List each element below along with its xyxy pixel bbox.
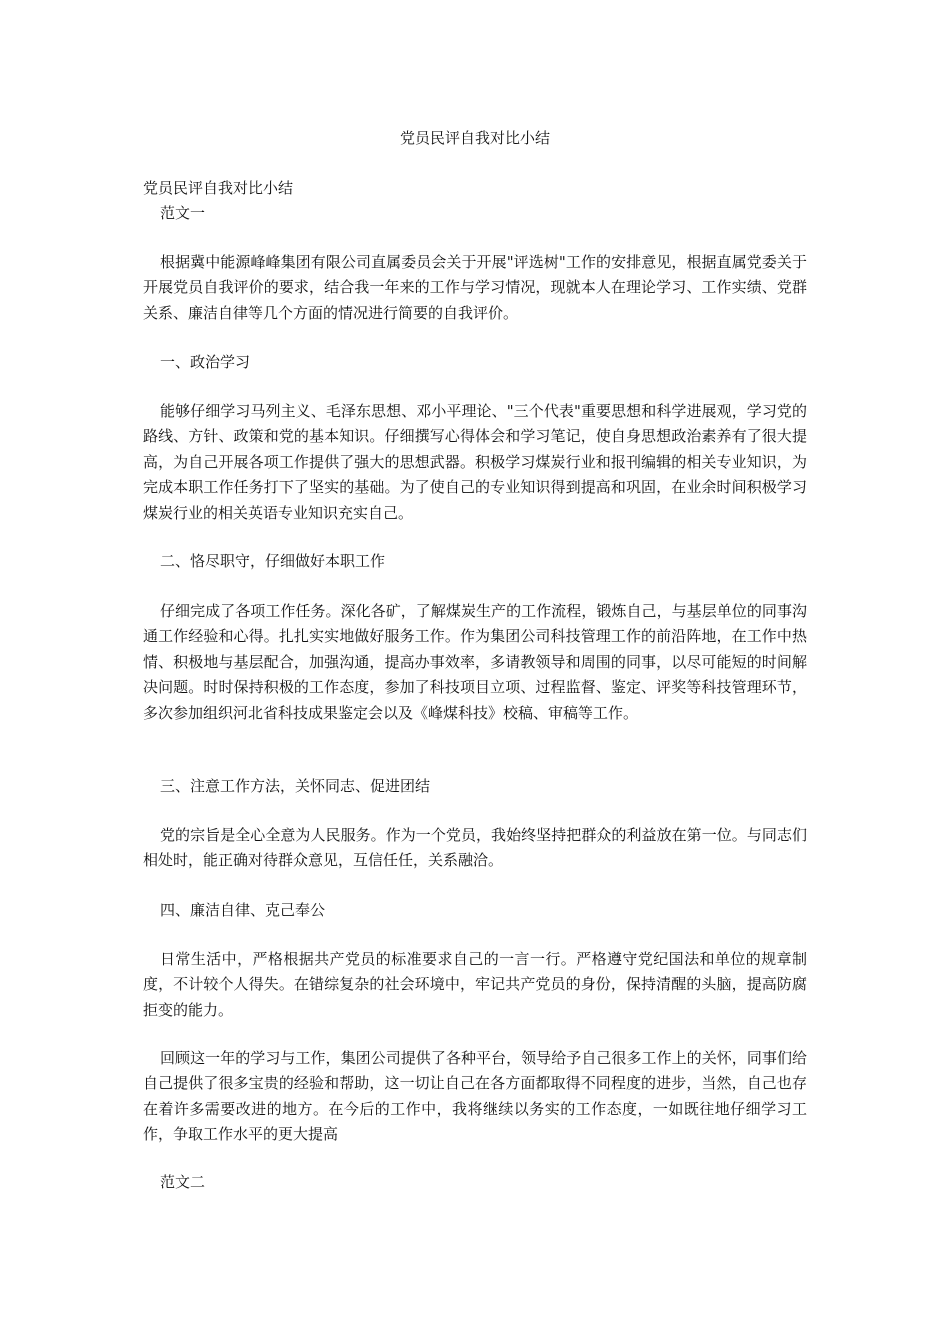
section-body-duty: 仔细完成了各项工作任务。深化各矿，了解煤炭生产的工作流程，锻炼自己，与基层单位的同事沟通工作经验和心得。扎扎实实地做好服务工作。作为集团公司科技管理工作的前沿阵地，在工作中热情、积极地与基层配合，加强沟通，提高办事效率，多请教领导和周围的同事，以尽可能短的时间解决问题。时时保持积极的工作态度，参加了科技项目立项、过程监督、鉴定、评奖等科技管理环节，多次参加组织河北省科技成果鉴定会以及《峰煤科技》校稿、审稿等工作。	[143, 602, 807, 722]
sample-one-label: 范文一	[160, 204, 206, 222]
conclusion-paragraph: 回顾这一年的学习与工作，集团公司提供了各种平台，领导给予自己很多工作上的关怀，同事们给自己提供了很多宝贵的经验和帮助，这一切让自己在各方面都取得不同程度的进步，当然，自己也存在着许多需要改进的地方。在今后的工作中，我将继续以务实的工作态度，一如既往地仔细学习工作，争取工作水平的更大提高	[143, 1049, 807, 1144]
section-heading-political-study: 一、政治学习	[160, 353, 251, 371]
section-body-integrity: 日常生活中，严格根据共产党员的标准要求自己的一言一行。严格遵守党纪国法和单位的规章制度，不计较个人得失。在错综复杂的社会环境中，牢记共产党员的身份，保持清醒的头脑，提高防腐拒变的能力。	[143, 950, 807, 1019]
intro-paragraph: 根据冀中能源峰峰集团有限公司直属委员会关于开展"评选树"工作的安排意见，根据直属党委关于开展党员自我评价的要求，结合我一年来的工作与学习情况，现就本人在理论学习、工作实绩、党群关系、廉洁自律等几个方面的情况进行简要的自我评价。	[143, 253, 807, 322]
document-title: 党员民评自我对比小结	[399, 129, 550, 147]
section-body-political-study: 能够仔细学习马列主义、毛泽东思想、邓小平理论、"三个代表"重要思想和科学进展观，学习党的路线、方针、政策和党的基本知识。仔细撰写心得体会和学习笔记，使自身思想政治素养有了很大提高，为自己开展各项工作提供了强大的思想武器。积极学习煤炭行业和报刊编辑的相关专业知识，为完成本职工作任务打下了坚实的基础。为了使自己的专业知识得到提高和巩固，在业余时间积极学习煤炭行业的相关英语专业知识充实自己。	[143, 402, 807, 522]
section-heading-duty: 二、恪尽职守，仔细做好本职工作	[160, 552, 386, 570]
section-body-work-methods: 党的宗旨是全心全意为人民服务。作为一个党员，我始终坚持把群众的利益放在第一位。与同志们相处时，能正确对待群众意见，互信任任，关系融洽。	[143, 826, 807, 870]
sample-two-label: 范文二	[160, 1173, 206, 1191]
section-heading-work-methods: 三、注意工作方法，关怀同志、促进团结	[160, 777, 431, 795]
section-heading-integrity: 四、廉洁自律、克己奉公	[160, 901, 326, 919]
document-subtitle: 党员民评自我对比小结	[143, 179, 294, 197]
